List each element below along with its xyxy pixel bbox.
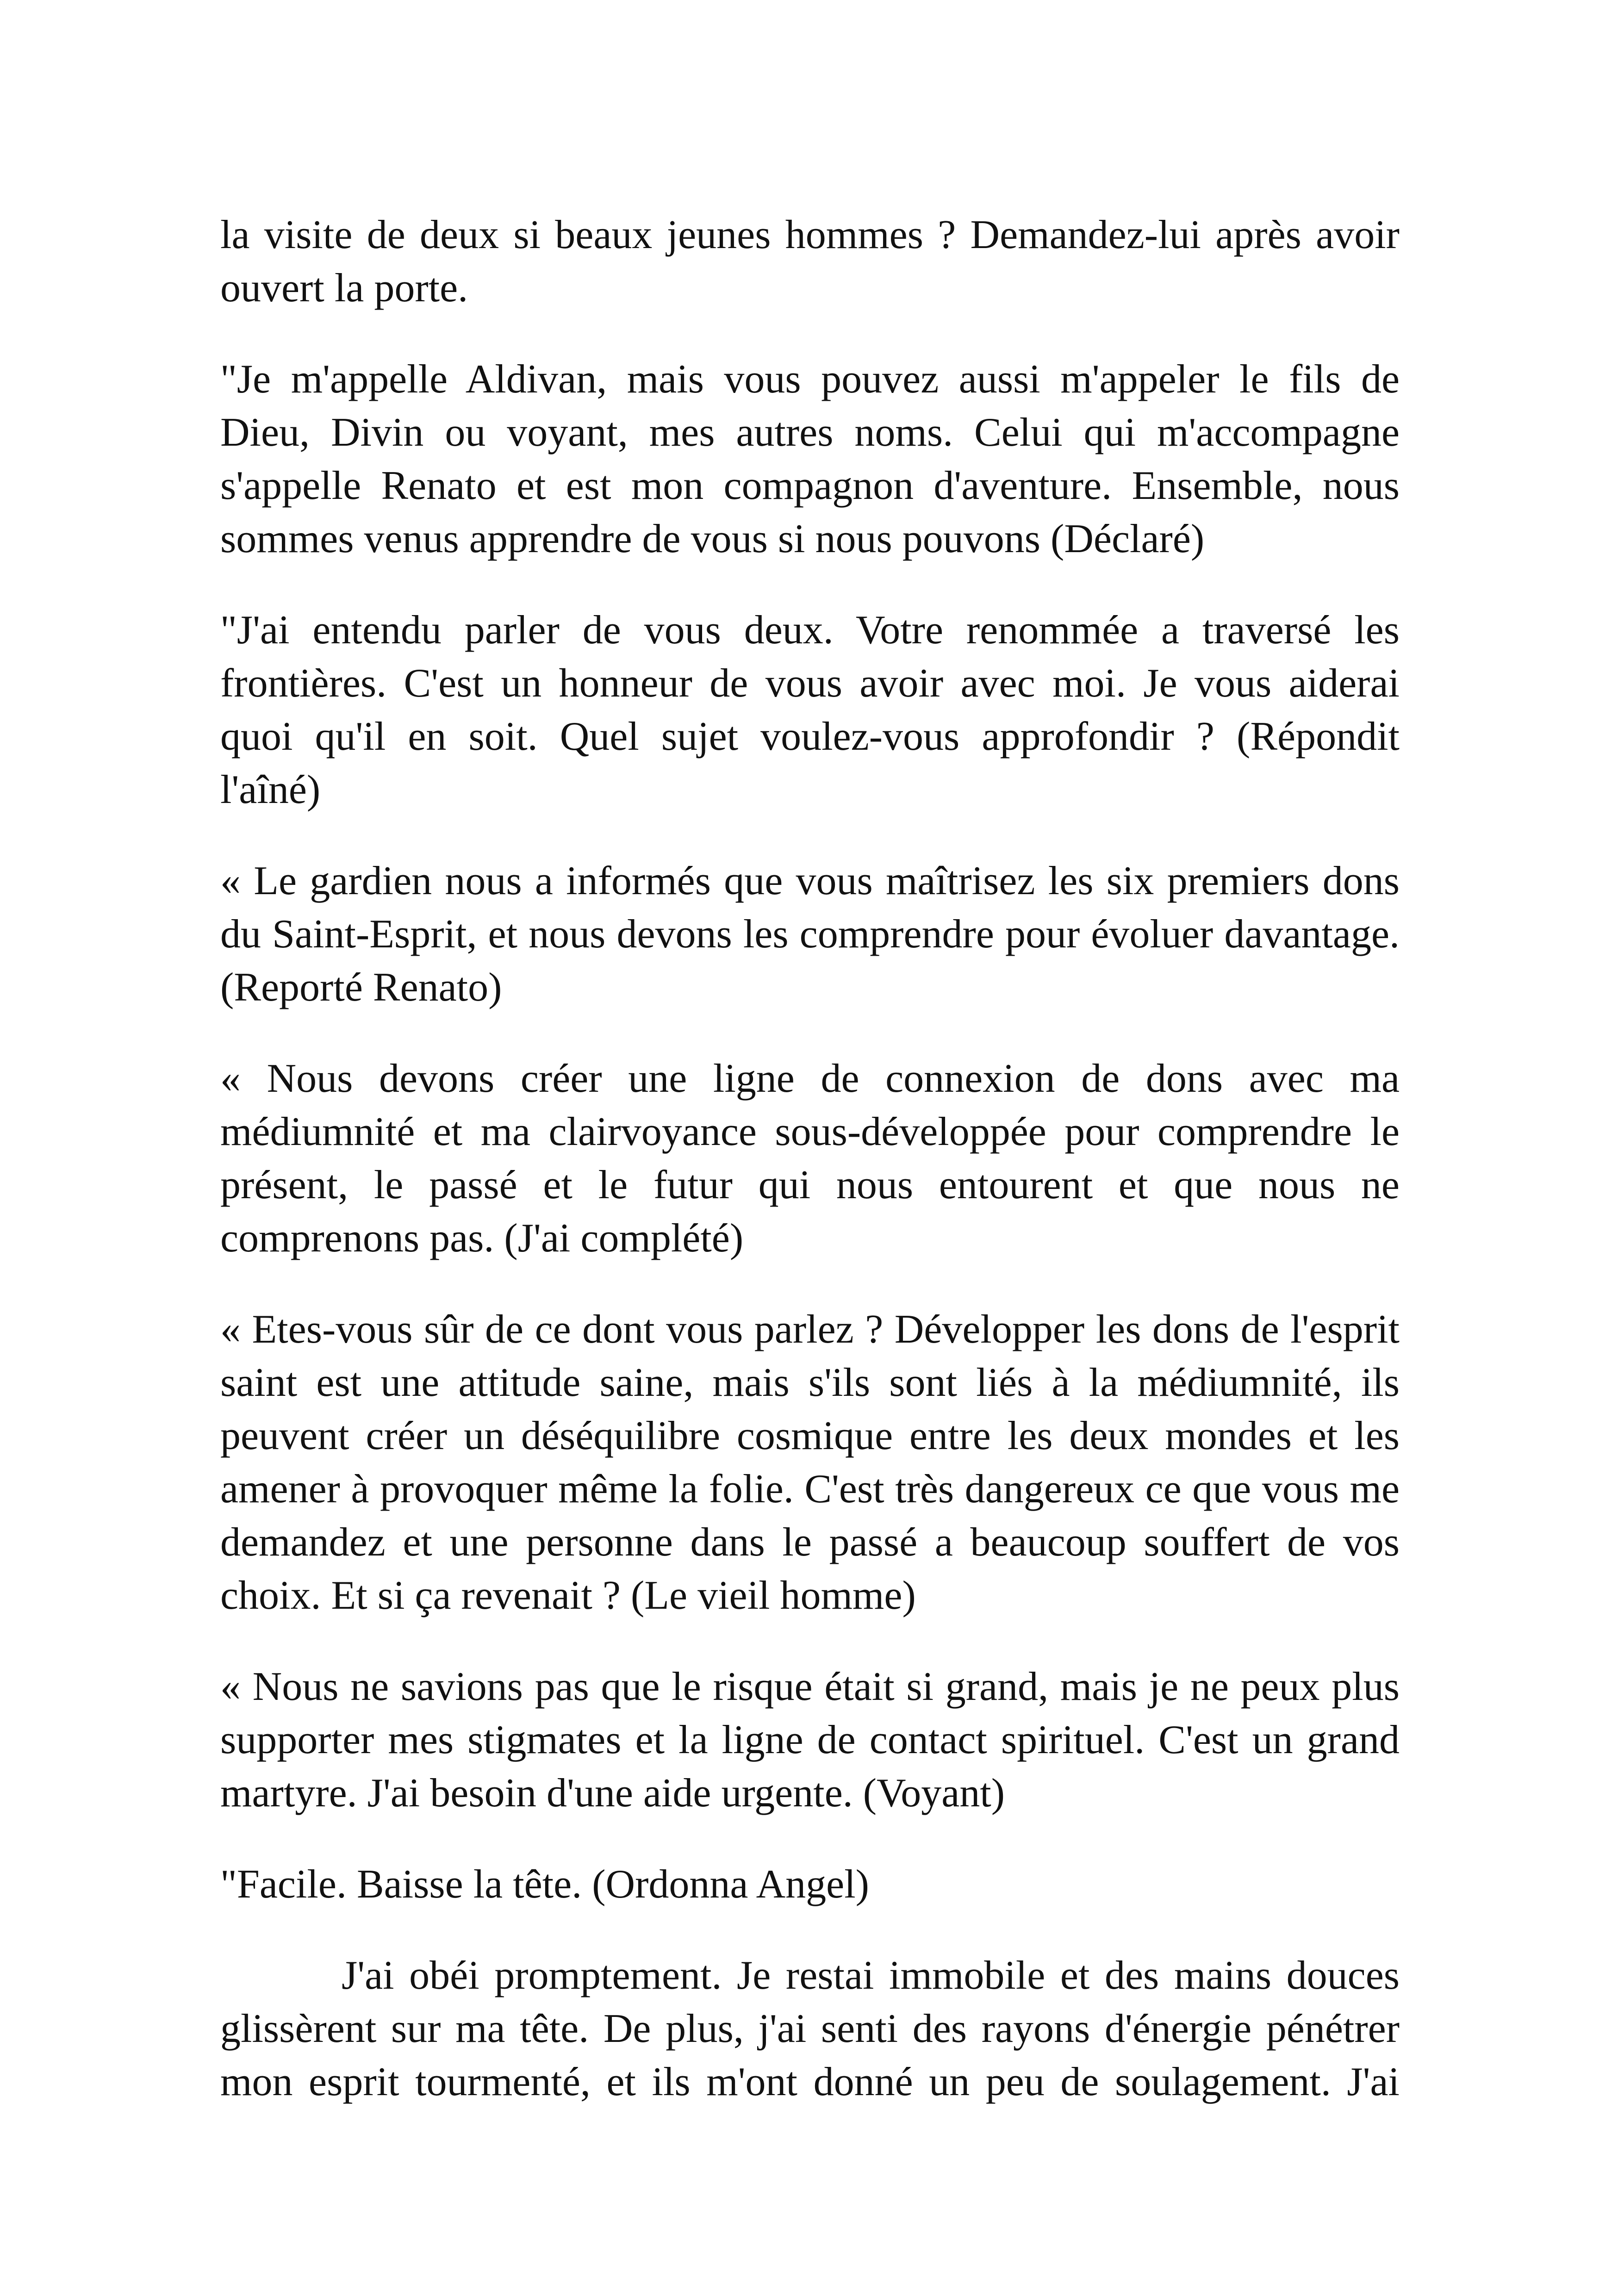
paragraph-old-man-warning: « Etes-vous sûr de ce dont vous parlez ? Développer les dons de l'esprit saint est une attitude saine, mais s'ils sont liés à la médiumnité, ils peuvent créer un déséquilibre cosmique entre les deux mondes et les amener à provoquer même la folie. C'est très dangereux ce que vous me demandez et une personne dans le passé a beaucoup souffert de vos choix. Et si ça revenait ? (Le vieil homme) [220, 1307, 1400, 1618]
paragraph-connection-line: « Nous devons créer une ligne de connexion de dons avec ma médiumnité et ma clairvoyance sous-développée pour comprendre le présent, le passé et le futur qui nous entourent et que nous ne comprenons pas. (J'ai complété) [220, 1056, 1400, 1261]
paragraph-angel-order: "Facile. Baisse la tête. (Ordonna Angel) [220, 1862, 869, 1907]
paragraph-elder-reply: "J'ai entendu parler de vous deux. Votre renommée a traversé les frontières. C'est un honneur de vous avoir avec moi. Je vous aiderai quoi qu'il en soit. Quel sujet voulez-vous approfondir ? (Répondit l'aîné) [220, 608, 1400, 812]
paragraph-visit: la visite de deux si beaux jeunes hommes ? Demandez-lui après avoir ouvert la porte. [220, 212, 1400, 311]
document-page [220, 208, 1400, 2109]
paragraph-seer-plea: « Nous ne savions pas que le risque était si grand, mais je ne peux plus supporter mes stigmates et la ligne de contact spirituel. C'est un grand martyre. J'ai besoin d'une aide urgente. (Voyant) [220, 1664, 1400, 1816]
paragraph-aldivan-intro: "Je m'appelle Aldivan, mais vous pouvez aussi m'appeler le fils de Dieu, Divin ou voyant, mes autres noms. Celui qui m'accompagne s'appelle Renato et est mon compagnon d'aventure. Ensemble, nous sommes venus apprendre de vous si nous pouvons (Déclaré) [220, 357, 1400, 561]
paragraph-renato-report: « Le gardien nous a informés que vous maîtrisez les six premiers dons du Saint-Esprit, et nous devons les comprendre pour évoluer davantage. (Reporté Renato) [220, 859, 1400, 1010]
paragraph-narration: J'ai obéi promptement. Je restai immobile et des mains douces glissèrent sur ma tête. De plus, j'ai senti des rayons d'énergie pénétrer mon esprit tourmenté, et ils m'ont donné un peu de soulagement. J'ai [220, 1953, 1400, 2104]
